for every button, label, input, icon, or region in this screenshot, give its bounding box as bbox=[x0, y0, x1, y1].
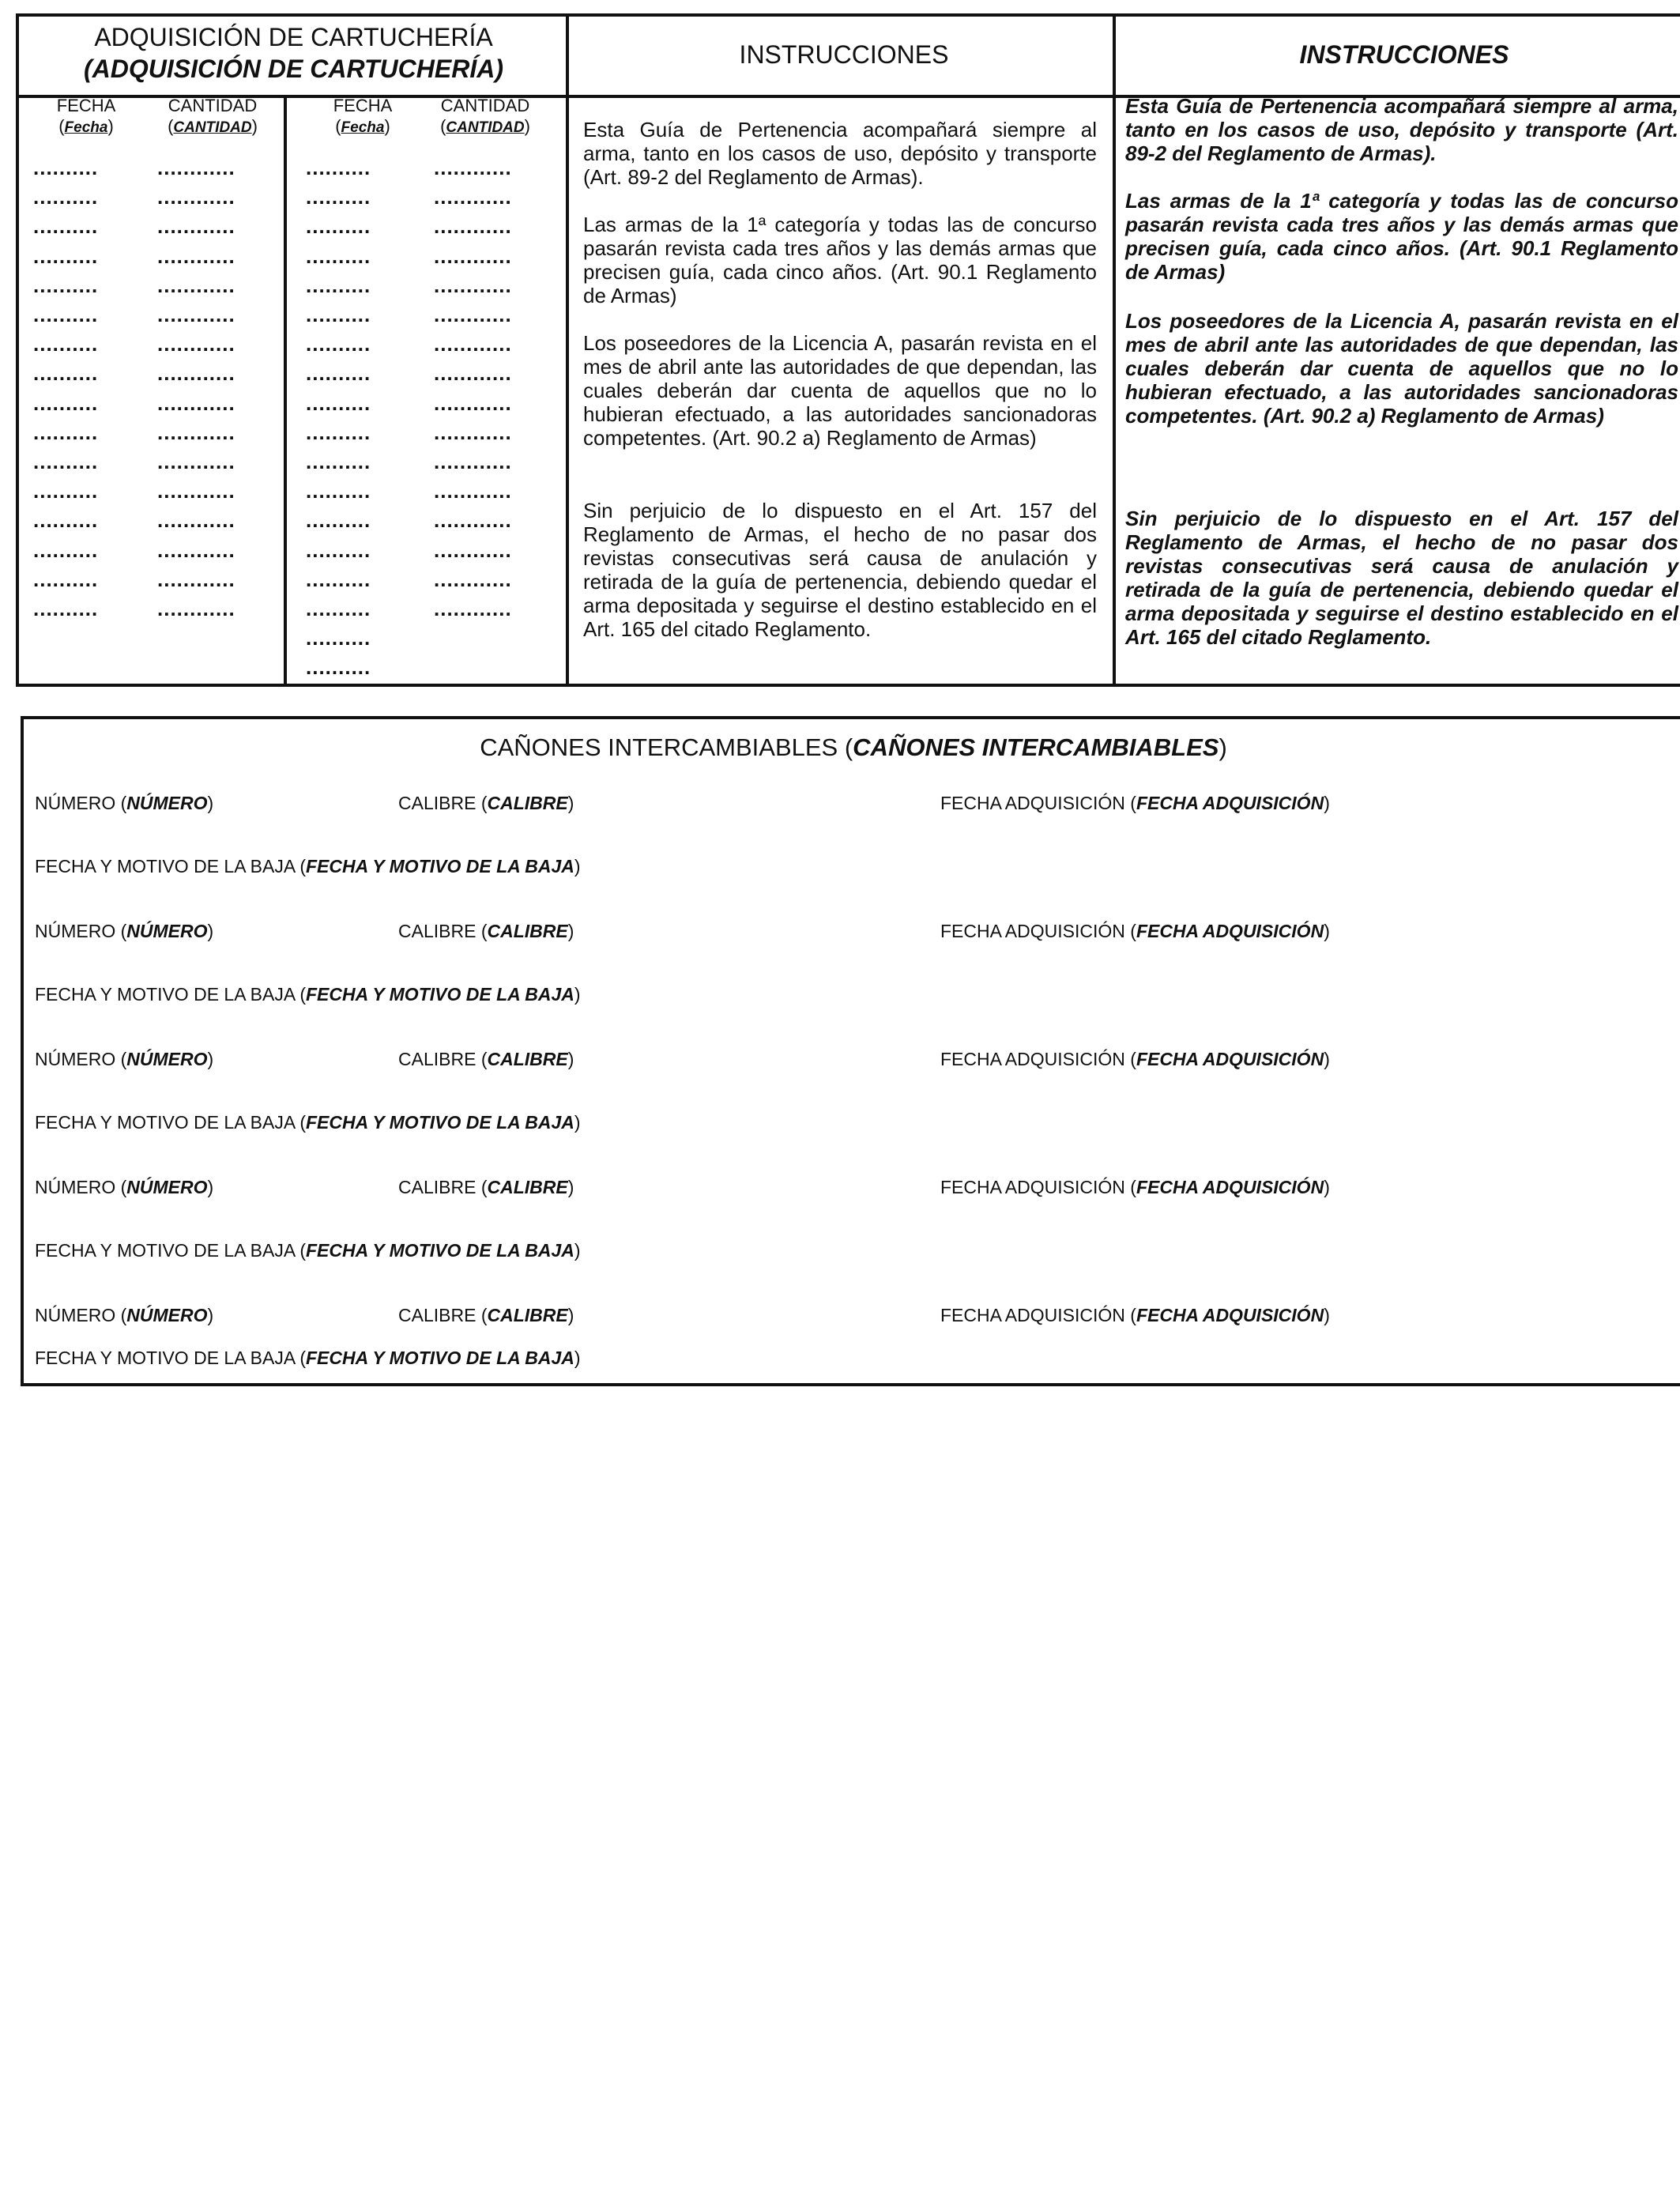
dotted-entry-line: .......... bbox=[306, 597, 371, 620]
dotted-entry-line: .......... bbox=[33, 185, 99, 209]
fecha-adquisicion-label: FECHA ADQUISICIÓN (FECHA ADQUISICIÓN) bbox=[940, 1049, 1330, 1069]
dotted-entry-line: ............ bbox=[157, 243, 235, 268]
dotted-entry-line: ............ bbox=[434, 390, 512, 415]
dotted-entry-line: ............ bbox=[434, 156, 512, 179]
dotted-entry-line: ............ bbox=[157, 508, 235, 533]
dotted-entry-line: ............ bbox=[434, 420, 512, 444]
calibre-label: CALIBRE (CALIBRE) bbox=[398, 1305, 574, 1325]
col-cantidad-2: CANTIDAD (CANTIDAD) bbox=[440, 96, 530, 136]
dotted-entry-line: ............ bbox=[157, 185, 235, 209]
dotted-entry-line: .......... bbox=[306, 537, 371, 562]
instruction-para-4: Sin perjuicio de lo dispuesto en el Art. 157 del Reglamento de Armas, el hecho de no pasar dos revistas consecutivas será causa de anulación y retirada de la guía de pertenencia, debiendo quedar el arma depositada y seguirse el destino establecido en el Art. 165 del citado Reglamento. bbox=[583, 499, 1097, 641]
fecha-motivo-baja-label: FECHA Y MOTIVO DE LA BAJA (FECHA Y MOTIVO DE LA BAJA) bbox=[35, 1348, 581, 1368]
numero-label: NÚMERO (NÚMERO) bbox=[35, 1305, 214, 1325]
dotted-entry-line: ............ bbox=[434, 243, 512, 268]
dotted-entry-line: ............ bbox=[157, 567, 235, 591]
dotted-entry-line: .......... bbox=[306, 332, 371, 356]
dotted-entry-line: ............ bbox=[157, 390, 235, 415]
dotted-entry-line: ............ bbox=[434, 508, 512, 533]
dotted-entry-line: .......... bbox=[33, 567, 99, 591]
dotted-entry-line: ............ bbox=[157, 214, 235, 239]
instruction-para-1: Esta Guía de Pertenencia acompañará siempre al arma, tanto en los casos de uso, depósito y transporte (Art. 89-2 del Reglamento de Armas). bbox=[583, 118, 1097, 189]
calibre-label: CALIBRE (CALIBRE) bbox=[398, 793, 574, 813]
instruction-para-2: Las armas de la 1ª categoría y todas las de concurso pasarán revista cada tres años y las demás armas que precisen guía, cada cinco años. (Art. 90.1 Reglamento de Armas) bbox=[583, 213, 1097, 307]
dotted-entry-line: ............ bbox=[157, 303, 235, 326]
dotted-entry-line: .......... bbox=[33, 273, 99, 297]
instruction-para-3: Los poseedores de la Licencia A, pasarán revista en el mes de abril ante las autoridades de que dependan, las cuales deberán dar cuenta de aquellos que no lo hubieran efectuado, a las autoridades sancionadoras competentes. (Art. 90.2 a) Reglamento de Armas) bbox=[583, 331, 1097, 450]
dotted-entry-line: ............ bbox=[434, 185, 512, 209]
cartucheria-title: ADQUISICIÓN DE CARTUCHERÍA bbox=[94, 23, 493, 51]
instruction-it-para-1: Esta Guía de Pertenencia acompañará siempre al arma, tanto en los casos de uso, depósito y transporte (Art. 89-2 del Reglamento de Armas). bbox=[1125, 94, 1678, 165]
dotted-entry-line: ............ bbox=[434, 567, 512, 591]
fecha-adquisicion-label: FECHA ADQUISICIÓN (FECHA ADQUISICIÓN) bbox=[940, 1305, 1330, 1325]
dotted-entry-line: .......... bbox=[306, 567, 371, 591]
fecha-adquisicion-label: FECHA ADQUISICIÓN (FECHA ADQUISICIÓN) bbox=[940, 1177, 1330, 1197]
dotted-entry-line: ............ bbox=[434, 597, 512, 620]
instrucciones-title: INSTRUCCIONES bbox=[739, 40, 949, 69]
dotted-entry-line: .......... bbox=[306, 626, 371, 650]
dotted-entry-line: ............ bbox=[157, 361, 235, 386]
canones-section bbox=[21, 716, 1680, 1386]
dotted-entry-line: .......... bbox=[33, 243, 99, 268]
dotted-entry-line: .......... bbox=[306, 655, 371, 680]
dotted-entry-line: ............ bbox=[434, 479, 512, 503]
fecha-adquisicion-label: FECHA ADQUISICIÓN (FECHA ADQUISICIÓN) bbox=[940, 793, 1330, 813]
instruction-it-para-3: Los poseedores de la Licencia A, pasarán revista en el mes de abril ante las autoridades de que dependan, las cuales deberán dar cuenta de aquellos que no lo hubieran efectuado, a las autoridades sancionadoras competentes. (Art. 90.2 a) Reglamento de Armas) bbox=[1125, 309, 1678, 428]
dotted-entry-line: .......... bbox=[33, 450, 99, 473]
dotted-entry-line: ............ bbox=[157, 156, 235, 179]
dotted-entry-line: .......... bbox=[33, 537, 99, 562]
cartucheria-title-italic: (ADQUISICIÓN DE CARTUCHERÍA) bbox=[84, 55, 503, 83]
dotted-entry-line: .......... bbox=[306, 479, 371, 503]
dotted-entry-line: .......... bbox=[33, 420, 99, 444]
dotted-entry-line: ............ bbox=[157, 332, 235, 356]
fecha-motivo-baja-label: FECHA Y MOTIVO DE LA BAJA (FECHA Y MOTIVO DE LA BAJA) bbox=[35, 1112, 581, 1133]
dotted-entry-line: .......... bbox=[33, 390, 99, 415]
top-form-section bbox=[16, 13, 1680, 687]
column-divider bbox=[1113, 17, 1116, 684]
dotted-entry-line: .......... bbox=[33, 597, 99, 620]
calibre-label: CALIBRE (CALIBRE) bbox=[398, 1049, 574, 1069]
dotted-entry-line: ............ bbox=[157, 450, 235, 473]
dotted-entry-line: ............ bbox=[157, 273, 235, 297]
dotted-entry-line: .......... bbox=[306, 243, 371, 268]
subcolumn-divider bbox=[284, 96, 287, 684]
dotted-entry-line: .......... bbox=[306, 273, 371, 297]
dotted-entry-line: .......... bbox=[306, 303, 371, 326]
dotted-entry-line: ............ bbox=[157, 479, 235, 503]
fecha-motivo-baja-label: FECHA Y MOTIVO DE LA BAJA (FECHA Y MOTIVO DE LA BAJA) bbox=[35, 856, 581, 876]
dotted-entry-line: ............ bbox=[434, 273, 512, 297]
numero-label: NÚMERO (NÚMERO) bbox=[35, 793, 214, 813]
canones-title: CAÑONES INTERCAMBIABLES (CAÑONES INTERCAMBIABLES) bbox=[480, 733, 1227, 761]
dotted-entry-line: .......... bbox=[306, 390, 371, 415]
instrucciones-title-italic: INSTRUCCIONES bbox=[1299, 40, 1509, 69]
dotted-entry-line: .......... bbox=[306, 450, 371, 473]
dotted-entry-line: .......... bbox=[33, 508, 99, 533]
dotted-entry-line: ............ bbox=[434, 537, 512, 562]
col-fecha-2: FECHA (Fecha) bbox=[333, 96, 393, 136]
col-cantidad-1: CANTIDAD (CANTIDAD) bbox=[168, 96, 258, 136]
dotted-entry-line: .......... bbox=[33, 214, 99, 239]
dotted-entry-line: .......... bbox=[306, 420, 371, 444]
fecha-motivo-baja-label: FECHA Y MOTIVO DE LA BAJA (FECHA Y MOTIVO DE LA BAJA) bbox=[35, 1240, 581, 1261]
dotted-entry-line: ............ bbox=[157, 597, 235, 620]
dotted-entry-line: .......... bbox=[33, 303, 99, 326]
dotted-entry-line: .......... bbox=[33, 332, 99, 356]
dotted-entry-line: .......... bbox=[306, 508, 371, 533]
dotted-entry-line: .......... bbox=[33, 156, 99, 179]
fecha-motivo-baja-label: FECHA Y MOTIVO DE LA BAJA (FECHA Y MOTIVO DE LA BAJA) bbox=[35, 984, 581, 1005]
dotted-entry-line: .......... bbox=[306, 156, 371, 179]
numero-label: NÚMERO (NÚMERO) bbox=[35, 1049, 214, 1069]
instruction-it-para-4: Sin perjuicio de lo dispuesto en el Art. 157 del Reglamento de Armas, el hecho de no pasar dos revistas consecutivas será causa de anulación y retirada de la guía de pertenencia, debiendo quedar el arma depositada y seguirse el destino establecido en el Art. 165 del citado Reglamento. bbox=[1125, 507, 1678, 649]
calibre-label: CALIBRE (CALIBRE) bbox=[398, 1177, 574, 1197]
dotted-entry-line: .......... bbox=[306, 361, 371, 386]
dotted-entry-line: ............ bbox=[434, 303, 512, 326]
dotted-entry-line: ............ bbox=[434, 361, 512, 386]
dotted-entry-line: .......... bbox=[33, 361, 99, 386]
dotted-entry-line: ............ bbox=[434, 332, 512, 356]
dotted-entry-line: ............ bbox=[434, 450, 512, 473]
column-divider bbox=[566, 17, 569, 684]
numero-label: NÚMERO (NÚMERO) bbox=[35, 1177, 214, 1197]
dotted-entry-line: ............ bbox=[434, 214, 512, 239]
dotted-entry-line: ............ bbox=[157, 537, 235, 562]
fecha-adquisicion-label: FECHA ADQUISICIÓN (FECHA ADQUISICIÓN) bbox=[940, 921, 1330, 941]
numero-label: NÚMERO (NÚMERO) bbox=[35, 921, 214, 941]
calibre-label: CALIBRE (CALIBRE) bbox=[398, 921, 574, 941]
cartucheria-header bbox=[19, 21, 568, 85]
dotted-entry-line: .......... bbox=[33, 479, 99, 503]
instruction-it-para-2: Las armas de la 1ª categoría y todas las de concurso pasarán revista cada tres años y las demás armas que precisen guía, cada cinco años. (Art. 90.1 Reglamento de Armas) bbox=[1125, 189, 1678, 284]
dotted-entry-line: ............ bbox=[157, 420, 235, 444]
col-fecha-1: FECHA (Fecha) bbox=[56, 96, 116, 136]
dotted-entry-line: .......... bbox=[306, 214, 371, 239]
dotted-entry-line: .......... bbox=[306, 185, 371, 209]
